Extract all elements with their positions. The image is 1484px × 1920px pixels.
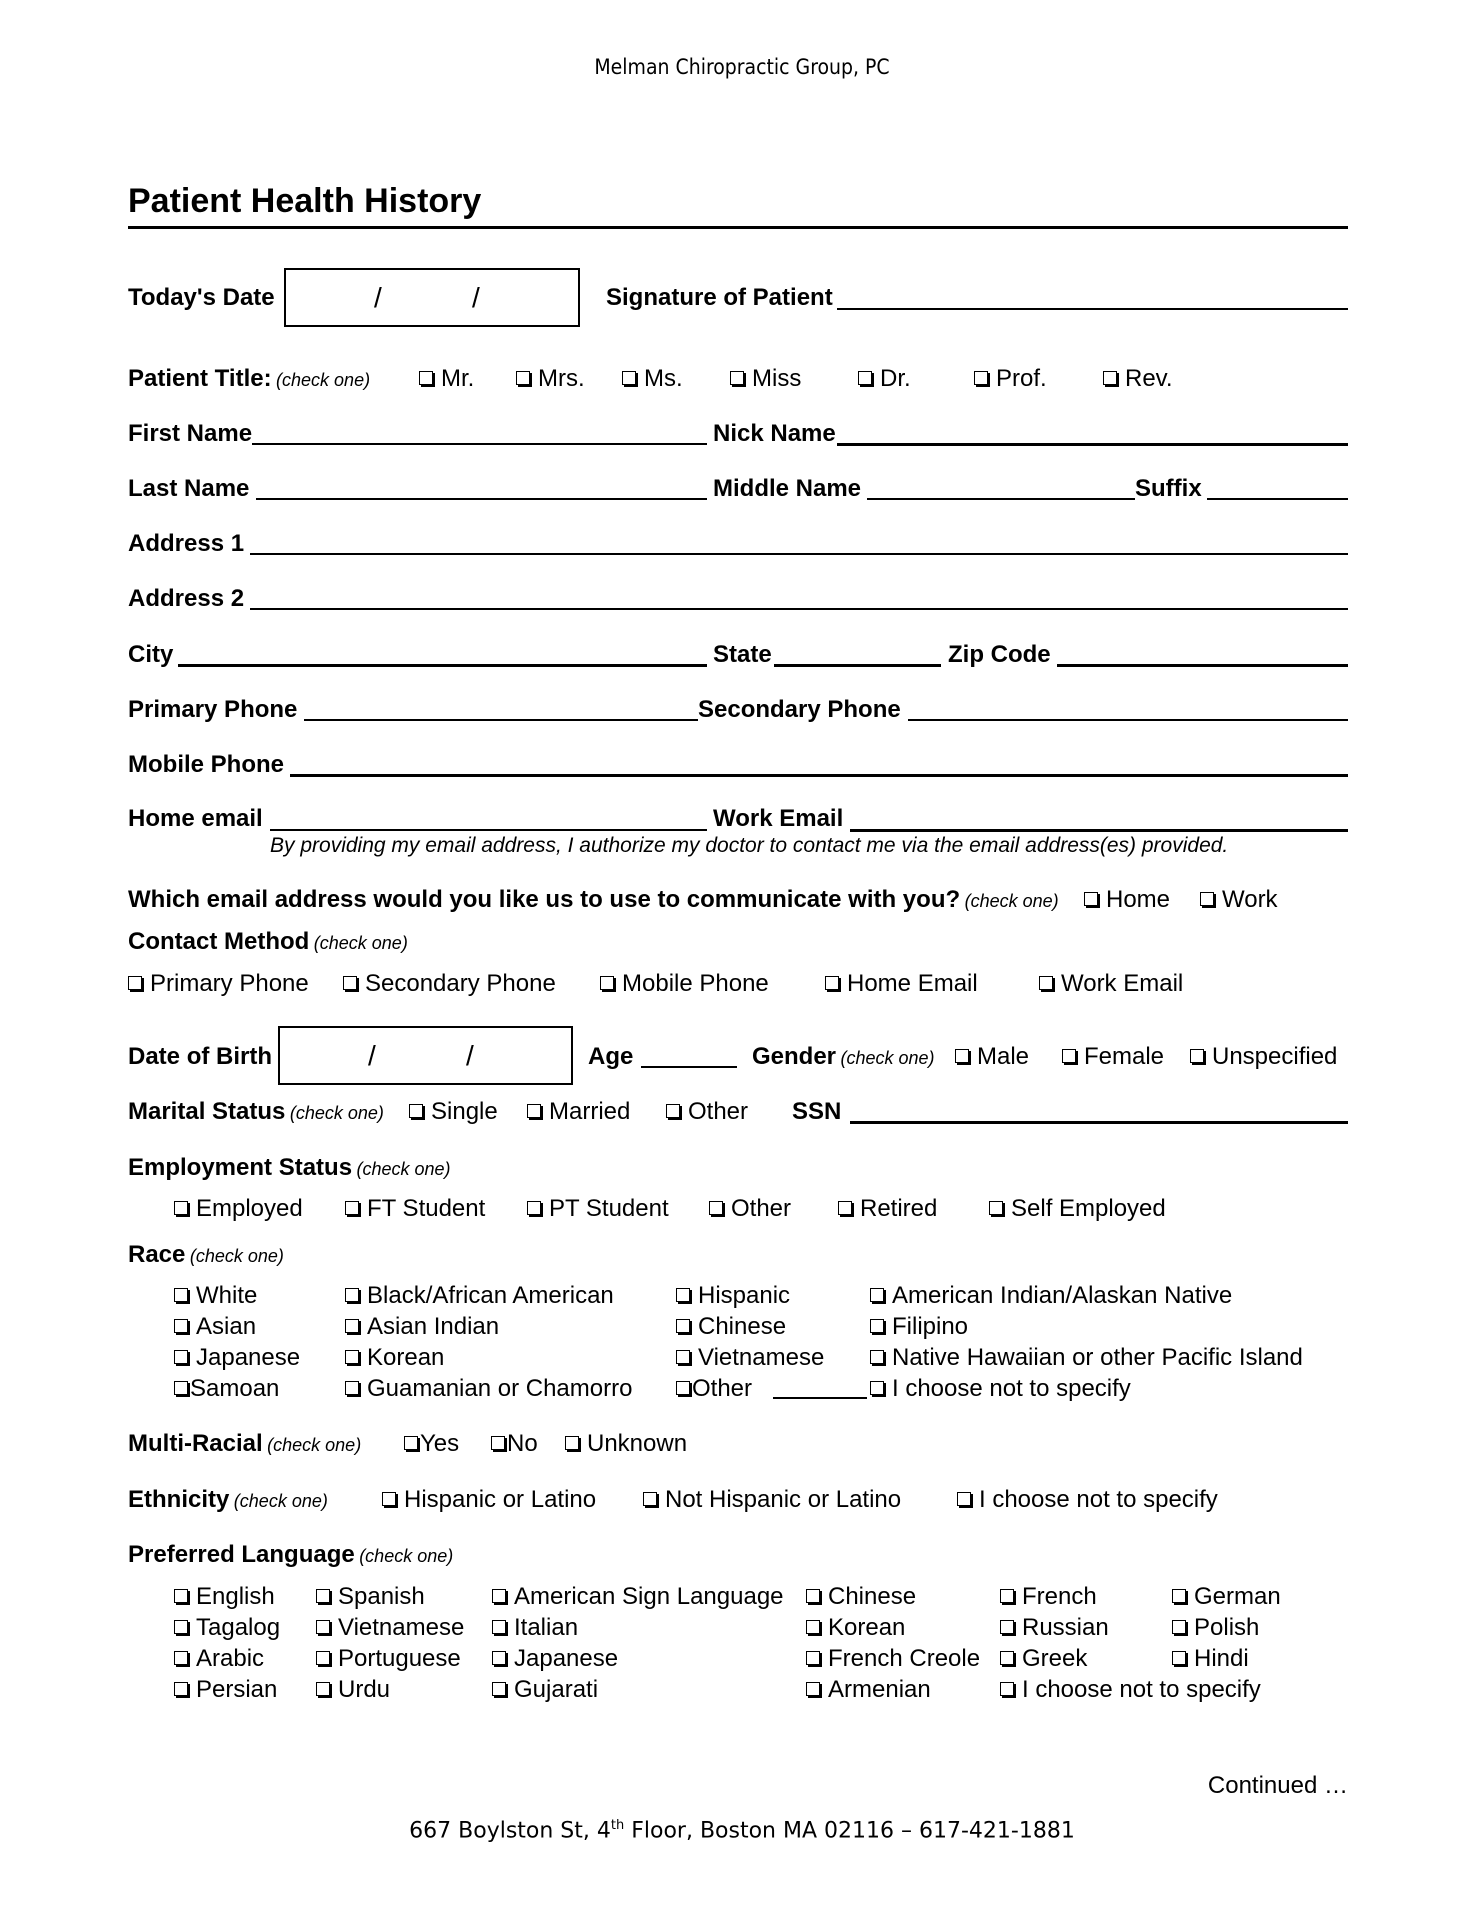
checkbox-icon[interactable] — [622, 371, 636, 385]
language-option[interactable]: Hindi — [1172, 1645, 1249, 1673]
check-one-hint: (check one) — [359, 1546, 454, 1566]
language-option[interactable]: French Creole — [806, 1645, 980, 1673]
checkbox-icon[interactable] — [316, 1651, 330, 1665]
race-option[interactable]: White — [174, 1282, 257, 1310]
employment-retired[interactable]: Retired — [838, 1195, 937, 1223]
address2-field[interactable] — [250, 608, 1348, 610]
checkbox-icon[interactable] — [870, 1381, 884, 1395]
contact-method-label: Contact Method — [128, 928, 310, 955]
race-label: Race — [128, 1241, 186, 1268]
checkbox-icon[interactable] — [174, 1620, 188, 1634]
date-separator: / — [368, 1040, 376, 1071]
marital-married[interactable]: Married — [527, 1098, 630, 1126]
age-label: Age — [588, 1043, 634, 1070]
checkbox-icon[interactable] — [806, 1620, 820, 1634]
checkbox-icon[interactable] — [974, 371, 988, 385]
language-option[interactable]: Chinese — [806, 1583, 916, 1611]
preferred-email-work[interactable]: Work — [1200, 886, 1278, 914]
gender-group — [752, 1043, 935, 1071]
language-option[interactable]: Japanese — [492, 1645, 618, 1673]
home-email-field[interactable] — [270, 829, 707, 831]
employment-employed[interactable]: Employed — [174, 1195, 303, 1223]
check-one-hint: (check one) — [356, 1159, 451, 1179]
language-option[interactable]: Arabic — [174, 1645, 264, 1673]
city-field[interactable] — [178, 664, 707, 667]
checkbox-icon[interactable] — [825, 976, 839, 990]
contact-primary-phone[interactable]: Primary Phone — [128, 970, 309, 998]
checkbox-icon[interactable] — [316, 1682, 330, 1696]
checkbox-icon[interactable] — [345, 1381, 359, 1395]
checkbox-icon[interactable] — [345, 1350, 359, 1364]
checkbox-icon[interactable] — [345, 1319, 359, 1333]
marital-single[interactable]: Single — [409, 1098, 498, 1126]
checkbox-icon[interactable] — [676, 1381, 690, 1395]
employment-self-employed[interactable]: Self Employed — [989, 1195, 1166, 1223]
gender-label: Gender — [752, 1043, 837, 1070]
checkbox-icon[interactable] — [1062, 1049, 1076, 1063]
middle-name-label: Middle Name — [713, 475, 862, 502]
checkbox-icon[interactable] — [492, 1620, 506, 1634]
dob-field[interactable] — [278, 1026, 573, 1085]
gender-male[interactable]: Male — [955, 1043, 1029, 1071]
check-one-hint: (check one) — [276, 370, 371, 390]
checkbox-icon[interactable] — [516, 371, 530, 385]
checkbox-icon[interactable] — [806, 1589, 820, 1603]
language-option[interactable]: Vietnamese — [316, 1614, 464, 1642]
race-option[interactable]: Vietnamese — [676, 1344, 824, 1372]
title-option-ms[interactable]: Ms. — [622, 365, 683, 393]
title-option-mrs[interactable]: Mrs. — [516, 365, 585, 393]
language-option[interactable]: Urdu — [316, 1676, 390, 1704]
signature-label: Signature of Patient — [606, 284, 833, 311]
zip-label: Zip Code — [948, 641, 1051, 668]
nick-name-field[interactable] — [837, 443, 1348, 446]
checkbox-icon[interactable] — [676, 1350, 690, 1364]
address1-field[interactable] — [250, 553, 1348, 555]
gender-unspecified[interactable]: Unspecified — [1190, 1043, 1337, 1071]
title-option-rev[interactable]: Rev. — [1103, 365, 1173, 393]
middle-name-field[interactable] — [867, 498, 1135, 500]
checkbox-icon[interactable] — [491, 1436, 505, 1450]
home-email-label: Home email — [128, 805, 263, 832]
employment-other[interactable]: Other — [709, 1195, 791, 1223]
language-option[interactable]: Tagalog — [174, 1614, 280, 1642]
secondary-phone-label: Secondary Phone — [698, 696, 901, 723]
language-option[interactable]: Spanish — [316, 1583, 425, 1611]
language-option[interactable]: American Sign Language — [492, 1583, 784, 1611]
checkbox-icon[interactable] — [838, 1201, 852, 1215]
race-group — [128, 1241, 284, 1269]
work-email-label: Work Email — [713, 805, 844, 832]
patient-title-label: Patient Title: — [128, 365, 272, 392]
checkbox-icon[interactable] — [316, 1589, 330, 1603]
employment-pt-student[interactable]: PT Student — [527, 1195, 669, 1223]
checkbox-icon[interactable] — [492, 1682, 506, 1696]
language-option[interactable]: Gujarati — [492, 1676, 598, 1704]
checkbox-icon[interactable] — [666, 1104, 680, 1118]
check-one-hint: (check one) — [313, 933, 408, 953]
first-name-label: First Name — [128, 420, 253, 447]
first-name-field[interactable] — [252, 443, 707, 445]
language-option[interactable]: Portuguese — [316, 1645, 461, 1673]
race-option[interactable]: Hispanic — [676, 1282, 790, 1310]
organization-header: Melman Chiropractic Group, PC — [594, 55, 890, 79]
race-option[interactable]: Guamanian or Chamorro — [345, 1375, 632, 1403]
address2-label: Address 2 — [128, 585, 245, 612]
employment-group — [128, 1154, 451, 1182]
employment-ft-student[interactable]: FT Student — [345, 1195, 485, 1223]
secondary-phone-field[interactable] — [908, 719, 1348, 721]
ethnicity-label: Ethnicity — [128, 1486, 230, 1513]
checkbox-icon[interactable] — [1103, 371, 1117, 385]
employment-label: Employment Status — [128, 1154, 353, 1181]
gender-female[interactable]: Female — [1062, 1043, 1164, 1071]
language-option[interactable]: Korean — [806, 1614, 905, 1642]
ethnicity-hispanic[interactable]: Hispanic or Latino — [382, 1486, 596, 1514]
race-option[interactable]: Chinese — [676, 1313, 786, 1341]
checkbox-icon[interactable] — [676, 1319, 690, 1333]
checkbox-icon[interactable] — [565, 1436, 579, 1450]
checkbox-icon[interactable] — [345, 1288, 359, 1302]
checkbox-icon[interactable] — [676, 1288, 690, 1302]
marital-group — [128, 1098, 384, 1126]
checkbox-icon[interactable] — [492, 1651, 506, 1665]
state-label: State — [713, 641, 772, 668]
contact-mobile-phone[interactable]: Mobile Phone — [600, 970, 769, 998]
patient-title-group — [128, 365, 370, 393]
check-one-hint: (check one) — [840, 1048, 935, 1068]
checkbox-icon[interactable] — [1000, 1589, 1014, 1603]
email-consent-note: By providing my email address, I authorize my doctor to contact me via the email address(es) provided. — [270, 834, 1229, 857]
language-option[interactable]: Persian — [174, 1676, 277, 1704]
language-option[interactable]: French — [1000, 1583, 1097, 1611]
checkbox-icon[interactable] — [1172, 1620, 1186, 1634]
checkbox-icon[interactable] — [174, 1651, 188, 1665]
footer-address: 667 Boylston St, 4th Floor, Boston MA 02116 – 617-421-1881 — [409, 1818, 1075, 1844]
race-option[interactable]: Native Hawaiian or other Pacific Island — [870, 1344, 1303, 1372]
marital-label: Marital Status — [128, 1098, 286, 1125]
checkbox-icon[interactable] — [1190, 1049, 1204, 1063]
checkbox-icon[interactable] — [174, 1682, 188, 1696]
checkbox-icon[interactable] — [128, 976, 142, 990]
todays-date-field[interactable] — [284, 268, 580, 327]
race-option[interactable]: Samoan — [174, 1375, 279, 1403]
language-option[interactable]: Armenian — [806, 1676, 931, 1704]
checkbox-icon[interactable] — [492, 1589, 506, 1603]
language-option[interactable]: English — [174, 1583, 275, 1611]
title-option-dr[interactable]: Dr. — [858, 365, 911, 393]
race-option-other[interactable]: Other — [676, 1375, 752, 1403]
last-name-label: Last Name — [128, 475, 250, 502]
contact-method-group — [128, 928, 408, 956]
ssn-label: SSN — [792, 1098, 842, 1125]
contact-work-email[interactable]: Work Email — [1039, 970, 1183, 998]
primary-phone-label: Primary Phone — [128, 696, 298, 723]
ssn-field[interactable] — [850, 1121, 1348, 1124]
checkbox-icon[interactable] — [806, 1682, 820, 1696]
page-title: Patient Health History — [128, 182, 482, 220]
suffix-label: Suffix — [1135, 475, 1202, 502]
city-label: City — [128, 641, 174, 668]
checkbox-icon[interactable] — [174, 1288, 188, 1302]
checkbox-icon[interactable] — [1039, 976, 1053, 990]
checkbox-icon[interactable] — [527, 1104, 541, 1118]
language-option[interactable]: German — [1172, 1583, 1281, 1611]
language-option[interactable]: Russian — [1000, 1614, 1109, 1642]
title-divider — [128, 226, 1348, 229]
nick-name-label: Nick Name — [713, 420, 836, 447]
language-option[interactable]: I choose not to specify — [1000, 1676, 1261, 1704]
language-group — [128, 1541, 453, 1569]
checkbox-icon[interactable] — [955, 1049, 969, 1063]
title-option-prof[interactable]: Prof. — [974, 365, 1047, 393]
signature-field[interactable] — [837, 308, 1348, 310]
state-field[interactable] — [774, 664, 941, 667]
title-option-miss[interactable]: Miss — [730, 365, 801, 393]
last-name-field[interactable] — [256, 498, 707, 500]
checkbox-icon[interactable] — [527, 1201, 541, 1215]
checkbox-icon[interactable] — [600, 976, 614, 990]
checkbox-icon[interactable] — [870, 1350, 884, 1364]
checkbox-icon[interactable] — [1084, 892, 1098, 906]
checkbox-icon[interactable] — [1172, 1589, 1186, 1603]
checkbox-icon[interactable] — [316, 1620, 330, 1634]
work-email-field[interactable] — [850, 829, 1348, 832]
race-option[interactable]: Korean — [345, 1344, 444, 1372]
checkbox-icon[interactable] — [1000, 1620, 1014, 1634]
race-other-field[interactable] — [773, 1397, 867, 1399]
race-option[interactable]: I choose not to specify — [870, 1375, 1131, 1403]
date-separator: / — [374, 282, 382, 313]
race-option[interactable]: American Indian/Alaskan Native — [870, 1282, 1232, 1310]
race-option[interactable]: Filipino — [870, 1313, 968, 1341]
checkbox-icon[interactable] — [730, 371, 744, 385]
race-option[interactable]: Asian Indian — [345, 1313, 499, 1341]
suffix-field[interactable] — [1207, 498, 1348, 500]
language-option[interactable]: Greek — [1000, 1645, 1087, 1673]
checkbox-icon[interactable] — [345, 1201, 359, 1215]
multi-racial-label: Multi-Racial — [128, 1430, 263, 1457]
multi-racial-unknown[interactable]: Unknown — [565, 1430, 687, 1458]
checkbox-icon[interactable] — [957, 1492, 971, 1506]
title-option-mr[interactable]: Mr. — [419, 365, 474, 393]
preferred-email-group — [128, 886, 1059, 914]
marital-other[interactable]: Other — [666, 1098, 748, 1126]
race-option[interactable]: Asian — [174, 1313, 256, 1341]
address1-label: Address 1 — [128, 530, 245, 557]
ethnicity-not-hispanic[interactable]: Not Hispanic or Latino — [643, 1486, 901, 1514]
check-one-hint: (check one) — [233, 1491, 328, 1511]
check-one-hint: (check one) — [267, 1435, 362, 1455]
checkbox-icon[interactable] — [343, 976, 357, 990]
checkbox-icon[interactable] — [1000, 1651, 1014, 1665]
checkbox-icon[interactable] — [858, 371, 872, 385]
zip-field[interactable] — [1057, 664, 1348, 667]
ethnicity-not-specify[interactable]: I choose not to specify — [957, 1486, 1218, 1514]
checkbox-icon[interactable] — [709, 1201, 723, 1215]
check-one-hint: (check one) — [189, 1246, 284, 1266]
checkbox-icon[interactable] — [870, 1288, 884, 1302]
checkbox-icon[interactable] — [174, 1381, 188, 1395]
checkbox-icon[interactable] — [1200, 892, 1214, 906]
checkbox-icon[interactable] — [419, 371, 433, 385]
checkbox-icon[interactable] — [409, 1104, 423, 1118]
checkbox-icon[interactable] — [404, 1436, 418, 1450]
multi-racial-group — [128, 1430, 361, 1458]
checkbox-icon[interactable] — [806, 1651, 820, 1665]
checkbox-icon[interactable] — [382, 1492, 396, 1506]
language-option[interactable]: Polish — [1172, 1614, 1259, 1642]
checkbox-icon[interactable] — [643, 1492, 657, 1506]
checkbox-icon[interactable] — [174, 1589, 188, 1603]
date-separator: / — [466, 1040, 474, 1071]
preferred-email-label: Which email address would you like us to use to communicate with you? — [128, 886, 961, 913]
date-separator: / — [472, 282, 480, 313]
language-label: Preferred Language — [128, 1541, 355, 1568]
todays-date-label: Today's Date — [128, 284, 275, 311]
checkbox-icon[interactable] — [174, 1319, 188, 1333]
checkbox-icon[interactable] — [174, 1350, 188, 1364]
checkbox-icon[interactable] — [870, 1319, 884, 1333]
checkbox-icon[interactable] — [989, 1201, 1003, 1215]
race-option[interactable]: Japanese — [174, 1344, 300, 1372]
continued-note: Continued … — [1207, 1772, 1348, 1799]
checkbox-icon[interactable] — [1172, 1651, 1186, 1665]
checkbox-icon[interactable] — [1000, 1682, 1014, 1696]
race-option[interactable]: Black/African American — [345, 1282, 614, 1310]
check-one-hint: (check one) — [289, 1103, 384, 1123]
ethnicity-group — [128, 1486, 328, 1514]
language-option[interactable]: Italian — [492, 1614, 578, 1642]
check-one-hint: (check one) — [964, 891, 1059, 911]
multi-racial-no[interactable]: No — [491, 1430, 538, 1458]
multi-racial-yes[interactable]: Yes — [404, 1430, 459, 1458]
dob-label: Date of Birth — [128, 1043, 272, 1070]
mobile-phone-label: Mobile Phone — [128, 751, 284, 778]
age-field[interactable] — [641, 1066, 737, 1068]
contact-secondary-phone[interactable]: Secondary Phone — [343, 970, 556, 998]
mobile-phone-field[interactable] — [290, 774, 1348, 777]
preferred-email-home[interactable]: Home — [1084, 886, 1170, 914]
primary-phone-field[interactable] — [304, 719, 698, 721]
checkbox-icon[interactable] — [174, 1201, 188, 1215]
contact-home-email[interactable]: Home Email — [825, 970, 978, 998]
